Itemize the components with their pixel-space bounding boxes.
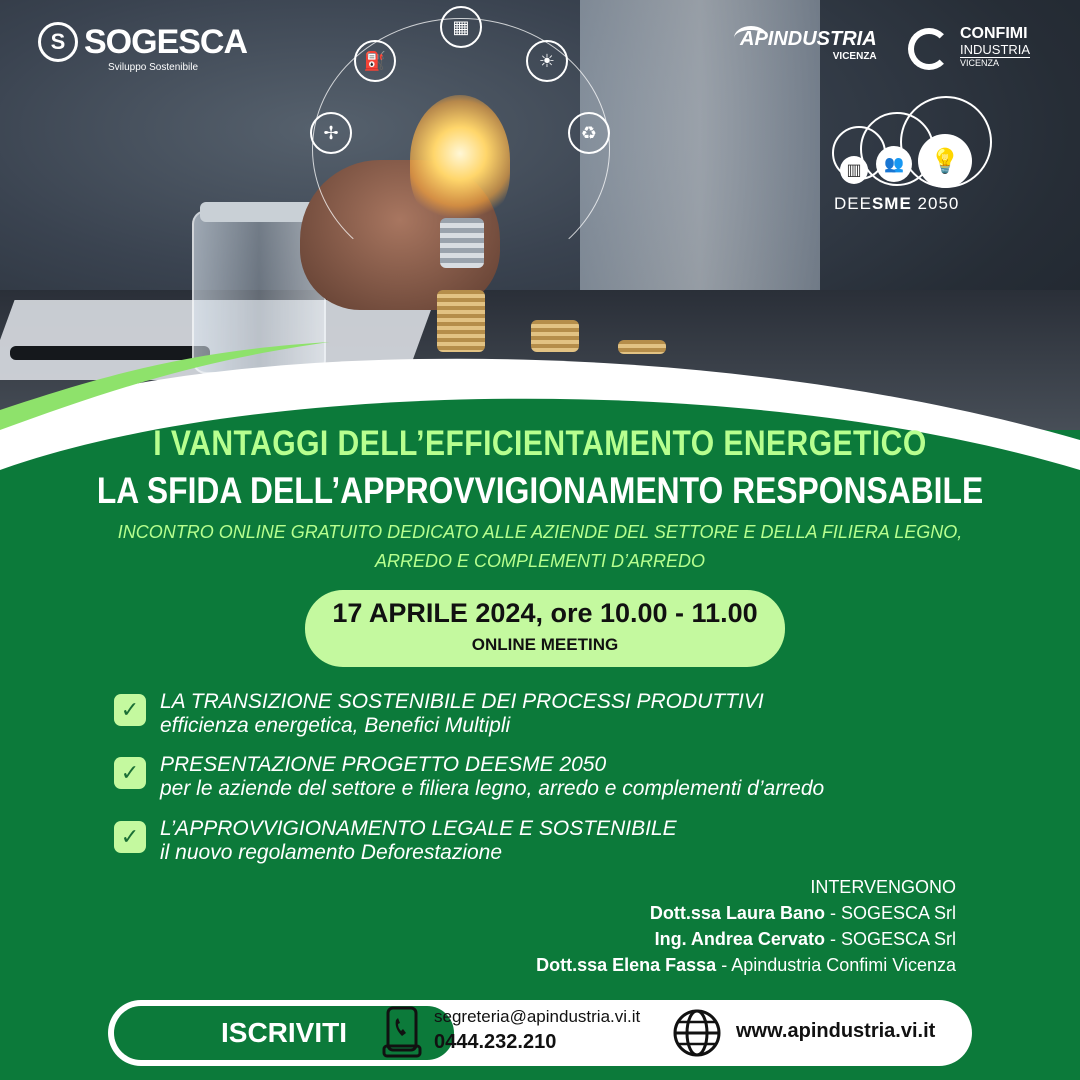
speaker-org: - SOGESCA Srl	[824, 929, 956, 949]
chart-icon: ▥	[840, 156, 868, 184]
sogesca-mark-icon: S	[38, 22, 78, 62]
topic-title: PRESENTAZIONE PROGETTO DEESME 2050	[160, 753, 607, 776]
wind-turbine-icon: ✢	[310, 112, 352, 154]
sogesca-logo	[38, 22, 248, 73]
light-bulb-base	[440, 218, 484, 268]
topic-title: LA TRANSIZIONE SOSTENIBILE DEI PROCESSI PRODUTTIVI	[160, 690, 764, 713]
event-mode: ONLINE MEETING	[471, 635, 619, 654]
website-link[interactable]: www.apindustria.vi.it	[736, 1020, 936, 1042]
sogesca-name: SOGESCA	[84, 22, 248, 61]
speaker-org: - Apindustria Confimi Vicenza	[716, 955, 956, 975]
topic-detail: per le aziende del settore e filiera legno, arredo e complementi d’arredo	[160, 777, 825, 800]
fuel-pump-icon: ⛽	[354, 40, 396, 82]
topic-item	[114, 690, 974, 738]
signup-button[interactable]: ISCRIVITI	[114, 1006, 454, 1060]
recycle-icon: ♻	[568, 112, 610, 154]
deesme-label: DEESME 2050	[834, 194, 960, 213]
topic-detail: efficienza energetica, Benefici Multipli	[160, 714, 511, 737]
light-bulb	[410, 95, 510, 225]
phone-icon	[382, 1006, 422, 1058]
speaker-org: - SOGESCA Srl	[824, 903, 956, 923]
speaker-name: Ing. Andrea Cervato	[654, 929, 825, 949]
heading-line-2: LA SFIDA DELL’APPROVVIGIONAMENTO RESPONSABILE	[96, 470, 984, 511]
topic-title: L’APPROVVIGIONAMENTO LEGALE E SOSTENIBILE	[160, 817, 677, 840]
confimi-line1: CONFIMI	[960, 25, 1028, 42]
confimi-line3: VICENZA	[960, 58, 1000, 68]
event-date: 17 APRILE 2024, ore 10.00 - 11.00	[332, 598, 758, 628]
apindustria-name: APINDUSTRIA	[740, 28, 877, 50]
apindustria-mark-icon	[734, 26, 768, 50]
speaker-row	[536, 900, 956, 926]
bulb-leaf-icon: 💡	[918, 134, 972, 188]
check-icon: ✓	[114, 821, 146, 853]
subtitle-line-1: INCONTRO ONLINE GRATUITO DEDICATO ALLE AZIENDE DEL SETTORE E DELLA FILIERA LEGNO,	[117, 522, 963, 542]
globe-icon	[672, 1008, 722, 1058]
speakers-block	[536, 874, 956, 978]
subtitle-line-2: ARREDO E COMPLEMENTI D’ARREDO	[374, 551, 706, 571]
solar-panel-icon: ▦	[440, 6, 482, 48]
confimi-mark-icon	[908, 28, 950, 70]
topic-item	[114, 753, 974, 801]
event-date-pill	[305, 590, 785, 667]
topic-detail: il nuovo regolamento Deforestazione	[160, 841, 503, 864]
check-icon: ✓	[114, 694, 146, 726]
check-icon: ✓	[114, 757, 146, 789]
contact-bar	[108, 1000, 972, 1066]
contact-phone[interactable]: 0444.232.210	[434, 1031, 557, 1053]
topic-item	[114, 817, 974, 865]
sogesca-tagline: Sviluppo Sostenibile	[108, 62, 199, 73]
contact-email[interactable]: segreteria@apindustria.vi.it	[434, 1007, 641, 1026]
confimi-logo	[908, 26, 1030, 70]
heading-line-1: I VANTAGGI DELL’EFFICIENTAMENTO ENERGETICO	[153, 424, 927, 463]
sun-icon: ☀	[526, 40, 568, 82]
speakers-heading: INTERVENGONO	[810, 877, 956, 897]
contact-info	[434, 1007, 640, 1054]
speaker-row	[536, 926, 956, 952]
subtitle	[100, 518, 980, 576]
people-icon: 👥	[876, 146, 912, 182]
speaker-row	[536, 952, 956, 978]
deesme-logo	[828, 96, 998, 222]
confimi-line2: INDUSTRIA	[960, 42, 1031, 57]
speaker-name: Dott.ssa Laura Bano	[649, 903, 825, 923]
speaker-name: Dott.ssa Elena Fassa	[536, 955, 717, 975]
apindustria-logo	[740, 28, 877, 62]
apindustria-sub: VICENZA	[832, 51, 877, 62]
